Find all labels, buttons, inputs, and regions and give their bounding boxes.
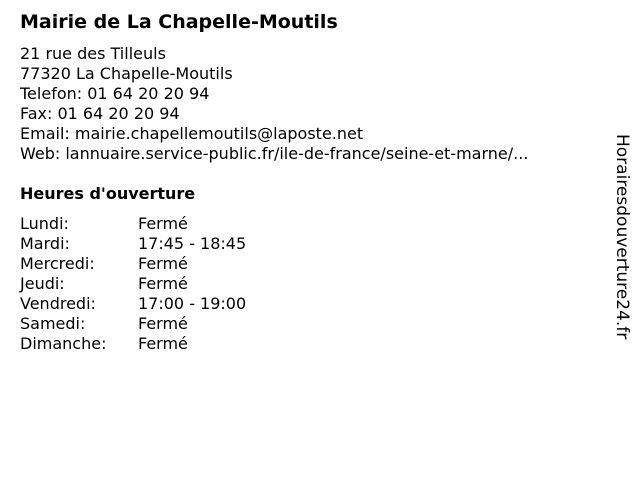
site-brand-watermark: Horairesdouverture24.fr	[612, 134, 632, 340]
opening-hours-table	[20, 214, 320, 354]
address-street: 21 rue des Tilleuls	[20, 44, 166, 63]
day-label: Vendredi:	[20, 294, 96, 313]
day-hours: Fermé	[138, 214, 188, 233]
hours-row-mercredi	[20, 254, 320, 274]
day-hours: Fermé	[138, 274, 188, 293]
day-label: Samedi:	[20, 314, 86, 333]
hours-row-samedi	[20, 314, 320, 334]
day-label: Jeudi:	[20, 274, 65, 293]
day-hours: Fermé	[138, 334, 188, 353]
day-label: Lundi:	[20, 214, 69, 233]
day-label: Mercredi:	[20, 254, 95, 273]
hours-row-dimanche	[20, 334, 320, 354]
day-label: Dimanche:	[20, 334, 107, 353]
hours-row-jeudi	[20, 274, 320, 294]
phone-line: Telefon: 01 64 20 20 94	[20, 84, 210, 103]
hours-row-mardi	[20, 234, 320, 254]
day-label: Mardi:	[20, 234, 70, 253]
web-line: Web: lannuaire.service-public.fr/ile-de-france/seine-et-marne/...	[20, 144, 529, 163]
hours-heading: Heures d'ouverture	[20, 184, 196, 203]
page-title: Mairie de La Chapelle-Moutils	[20, 11, 338, 33]
fax-line: Fax: 01 64 20 20 94	[20, 104, 180, 123]
hours-row-vendredi	[20, 294, 320, 314]
day-hours: 17:45 - 18:45	[138, 234, 247, 253]
day-hours: Fermé	[138, 254, 188, 273]
contact-block	[20, 44, 528, 164]
day-hours: 17:00 - 19:00	[138, 294, 247, 313]
email-line: Email: mairie.chapellemoutils@laposte.net	[20, 124, 364, 143]
address-city: 77320 La Chapelle-Moutils	[20, 64, 233, 83]
day-hours: Fermé	[138, 314, 188, 333]
hours-row-lundi	[20, 214, 320, 234]
